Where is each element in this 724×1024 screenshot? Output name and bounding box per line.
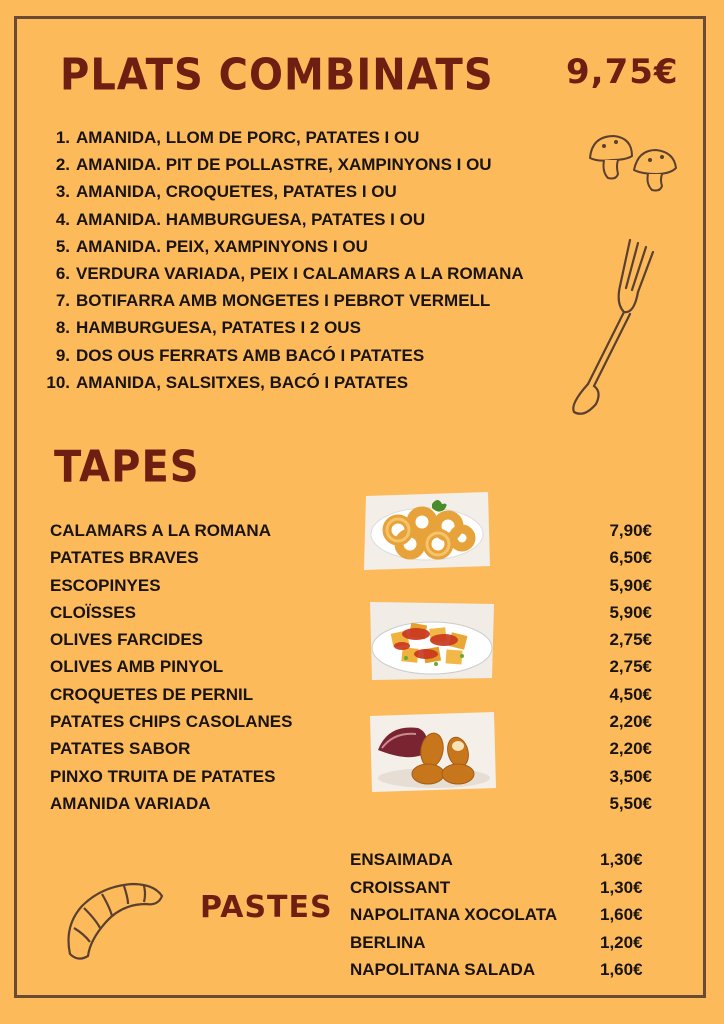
list-item	[38, 342, 524, 369]
pastes-list	[350, 846, 650, 984]
list-item	[38, 287, 524, 314]
item-label: ENSAIMADA	[350, 850, 453, 869]
tapes-list	[50, 517, 652, 817]
item-price: 3,50€	[609, 766, 652, 786]
item-number: 7.	[55, 291, 70, 311]
item-label: DOS OUS FERRATS AMB BACÓ I PATATES	[76, 345, 425, 365]
list-item	[50, 626, 652, 653]
plats-price: 9,75€	[566, 52, 679, 92]
list-item	[50, 790, 652, 817]
item-label: OLIVES FARCIDES	[50, 630, 204, 650]
plats-title: PLATS COMBINATS	[60, 49, 494, 101]
list-item	[38, 260, 524, 287]
item-price: 2,20€	[609, 739, 652, 759]
list-item	[350, 929, 650, 957]
list-item	[50, 572, 652, 599]
item-label: AMANIDA, SALSITXES, BACÓ I PATATES	[76, 372, 409, 392]
item-price: 1,30€	[600, 877, 643, 897]
item-price: 6,50€	[609, 548, 652, 568]
item-label: PINXO TRUITA DE PATATES	[50, 766, 276, 786]
item-label: PATATES SABOR	[50, 739, 191, 759]
list-item	[50, 653, 652, 680]
item-number: 5.	[55, 236, 70, 256]
item-label: AMANIDA. HAMBURGUESA, PATATES I OU	[76, 209, 426, 229]
item-price: 5,90€	[609, 602, 652, 622]
item-price: 1,30€	[600, 850, 643, 869]
item-label: CALAMARS A LA ROMANA	[50, 521, 271, 540]
list-item	[38, 369, 524, 396]
item-label: NAPOLITANA SALADA	[350, 960, 536, 979]
item-label: CLOÏSSES	[50, 602, 136, 622]
tapes-title: TAPES	[54, 441, 200, 493]
item-price: 2,75€	[609, 657, 652, 677]
list-item	[350, 901, 650, 929]
list-item	[350, 874, 650, 902]
fork-icon	[564, 234, 664, 420]
item-number: 8.	[55, 318, 70, 338]
list-item	[50, 735, 652, 762]
pastes-title: PASTES	[200, 890, 333, 925]
croissant-icon	[62, 876, 168, 964]
list-item	[50, 681, 652, 708]
list-item	[38, 151, 524, 178]
list-item	[38, 206, 524, 233]
list-item	[50, 708, 652, 735]
item-label: CROISSANT	[350, 877, 451, 897]
mushrooms-icon	[586, 130, 680, 194]
item-price: 1,60€	[600, 960, 643, 979]
item-price: 7,90€	[609, 521, 652, 540]
item-label: BERLINA	[350, 932, 426, 952]
plats-list	[38, 124, 524, 396]
item-label: HAMBURGUESA, PATATES I 2 OUS	[76, 318, 361, 338]
item-label: PATATES BRAVES	[50, 548, 199, 568]
list-item	[50, 517, 652, 544]
item-number: 4.	[55, 209, 70, 229]
item-price: 1,60€	[600, 905, 643, 924]
list-item	[38, 233, 524, 260]
list-item	[50, 763, 652, 790]
item-number: 10.	[46, 372, 70, 392]
list-item	[38, 314, 524, 341]
item-label: BOTIFARRA AMB MONGETES I PEBROT VERMELL	[76, 291, 491, 311]
item-label: AMANIDA. PEIX, XAMPINYONS I OU	[76, 236, 368, 256]
list-item	[50, 599, 652, 626]
item-label: ESCOPINYES	[50, 575, 161, 595]
item-price: 5,50€	[609, 793, 652, 813]
list-item	[350, 846, 650, 874]
item-number: 9.	[55, 345, 70, 365]
item-label: VERDURA VARIADA, PEIX I CALAMARS A LA ROMANA	[76, 263, 524, 283]
item-label: CROQUETES DE PERNIL	[50, 684, 254, 704]
item-price: 2,75€	[609, 630, 652, 650]
item-label: AMANIDA, LLOM DE PORC, PATATES I OU	[76, 128, 420, 147]
item-number: 2.	[55, 155, 70, 175]
item-price: 2,20€	[609, 712, 652, 732]
item-number: 1.	[55, 128, 70, 147]
item-price: 1,20€	[600, 932, 643, 952]
list-item	[50, 544, 652, 571]
item-label: AMANIDA VARIADA	[50, 793, 211, 813]
list-item	[38, 178, 524, 205]
item-label: OLIVES AMB PINYOL	[50, 657, 224, 677]
item-label: PATATES CHIPS CASOLANES	[50, 712, 293, 732]
item-label: AMANIDA. PIT DE POLLASTRE, XAMPINYONS I OU	[76, 155, 492, 175]
item-number: 3.	[55, 182, 70, 202]
item-price: 4,50€	[609, 684, 652, 704]
item-label: AMANIDA, CROQUETES, PATATES I OU	[76, 182, 397, 202]
list-item	[38, 124, 524, 151]
item-number: 6.	[55, 263, 70, 283]
item-price: 5,90€	[609, 575, 652, 595]
item-label: NAPOLITANA XOCOLATA	[350, 905, 558, 924]
list-item	[350, 956, 650, 984]
